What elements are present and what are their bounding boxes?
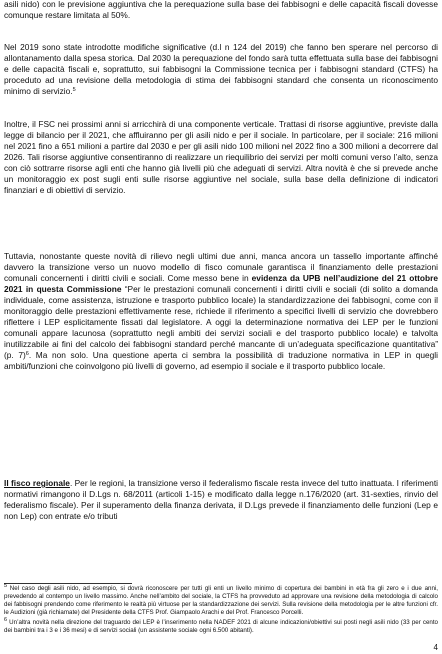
footnote-ref-6[interactable]: 6: [25, 351, 29, 358]
paragraph-text: . Ma non solo. Una questione aperta ci sembra la possibilità di traduzione normativa in LEP in quegli ambiti/funzioni che coinvolgono più livelli di governo, ad esempio il sociale e il trasporto pubblico locale.: [4, 350, 438, 372]
paragraph-lep-issue: [4, 251, 438, 373]
footnote-number: 6: [4, 617, 8, 623]
paragraph-fisco-regionale: [4, 478, 438, 522]
footnote-text: Un’altra novità nella direzione del traguardo dei LEP è l’inserimento nella NADEF 2021 di alcune indicazioni/obiettivi sui posti negli asili nido (33 per cento dei bambini tra i 3 e i 36 mesi) e di servizi sociali (un assistente sociale ogni 6.500 abitanti).: [4, 619, 438, 635]
paragraph-text: asili nido) con le previsione aggiuntiva che la perequazione sulla base dei fabbisogni e delle capacità fiscali dovesse comunque restare limitata al 50%.: [4, 0, 438, 21]
paragraph-text: . Per le regioni, la transizione verso il federalismo fiscale resta invece del tutto inattuata. I riferimenti normativi rimangono il D.Lgs n. 68/2011 (articoli 1-15) e modificato dalla legge n.176/2020 (art. 31-sexties, rinvio del federalismo fiscale). Per il superamento della finanza derivata, il D.Lgs prevede il finanziamento delle funzioni (Lep e non Lep) con entrate e/o tributi: [4, 478, 438, 522]
footnote-ref-5[interactable]: 5: [72, 87, 76, 94]
footnote-6: [4, 619, 438, 635]
paragraph-text: Tuttavia, nonostante queste novità di rilievo negli ultimi due anni, manca ancora un tassello importante affinché davvero la transizione verso un nuovo modello di fisco comunale garantisca il finanziamento delle prestazioni comunali concernenti i diritti civili e sociali. Come messo bene in: [4, 251, 438, 284]
footnote-separator: [4, 583, 132, 584]
page-number: 4: [433, 643, 438, 652]
bold-reference-upb: evidenza da UPB nell’audizione del 21 ottobre 2021 in questa Commissione: [4, 273, 438, 295]
quote-text: “Per le prestazioni comunali concernenti i diritti civili e sociali (di solito a domanda individuale, come assistenza, istruzione e trasporto pubblico locale) la standardizzazione dei fabbisogni, come con il monitoraggio delle prestazioni effettivamente rese, richiede il riferimento a specifici livelli di servizio che dovrebbero riflettere i LEP esplicitamente fissati dal legislatore. A oggi la determinazione normativa dei LEP per le funzioni comunali appare lacunosa (soprattutto negli ambiti dei servizi sociali e del trasporto pubblico locale) e talvolta inutilizzabile ai fini del calcolo dei fabbisogni standard perché mancante di un’adeguata specificazione quantitativa” (p. 7): [4, 284, 439, 361]
paragraph-intro-continuation: [4, 0, 438, 21]
paragraph-text: Nel 2019 sono state introdotte modifiche significative (d.l n 124 del 2019) che fanno ben sperare nel percorso di allontanamento dalla spesa storica. Dal 2030 la perequazione del fondo sarà tutta effettuata sulla base dei fabbisogni e delle capacità fiscali e, soprattutto, sui fabbisogni la Commissione tecnica per i fabbisogni standard (CTFS) ha proceduto ad una revisione della metodologia di stima dei fabbisogni standard che consenta un riconoscimento minimo di servizio.: [4, 42, 438, 97]
footnote-text: Nel caso degli asili nido, ad esempio, si dovrà riconoscere per tutti gli enti un livello minimo di copertura dei bambini in età fra gli zero e i due anni, prevedendo al contempo un livello massimo. Anche nell’ambito del sociale, la CTFS ha provveduto ad approvare una revisione della metodologia di calcolo dei fabbisogni prendendo come riferimento le realtà più virtuose per la standardizzazione dei servizi. Sulla revisione della metodologia per le altre funzioni cfr. le Audizioni (già richiamate) del Presidente della CTFS Prof. Giampaolo Arachi e del Prof. Francesco Porcelli.: [4, 585, 438, 617]
paragraph-2019-changes: [4, 42, 438, 97]
paragraph-text: Inoltre, il FSC nei prossimi anni si arricchirà di una componente verticale. Trattasi di risorse aggiuntive, previste dalla legge di bilancio per il 2021, che affluiranno per gli asili nido e per il sociale. In particolare, per il sociale: 216 milioni nel 2021 fino a 651 milioni a partire dal 2030 e per gli asili nido 100 milioni nel 2022 fino a 300 milioni a decorrere dal 2026. Tali risorse aggiuntive consentiranno di realizzare un riequilibrio dei servizi per molti comuni verso l’alto, senza con ciò sottrarre risorse agli enti che hanno già livelli più che adeguati di servizi. Altra novità è che si prevede anche un monitoraggio ex post sugli enti sulle risorse aggiuntive nel sociale, sulla base della definizione di indicatori finanziari e di obiettivi di servizio.: [4, 119, 438, 196]
footnote-number: 5: [4, 583, 8, 589]
paragraph-fsc-vertical: [4, 119, 438, 196]
footnote-5: [4, 585, 438, 617]
section-heading-fisco-regionale: Il fisco regionale: [4, 478, 70, 488]
